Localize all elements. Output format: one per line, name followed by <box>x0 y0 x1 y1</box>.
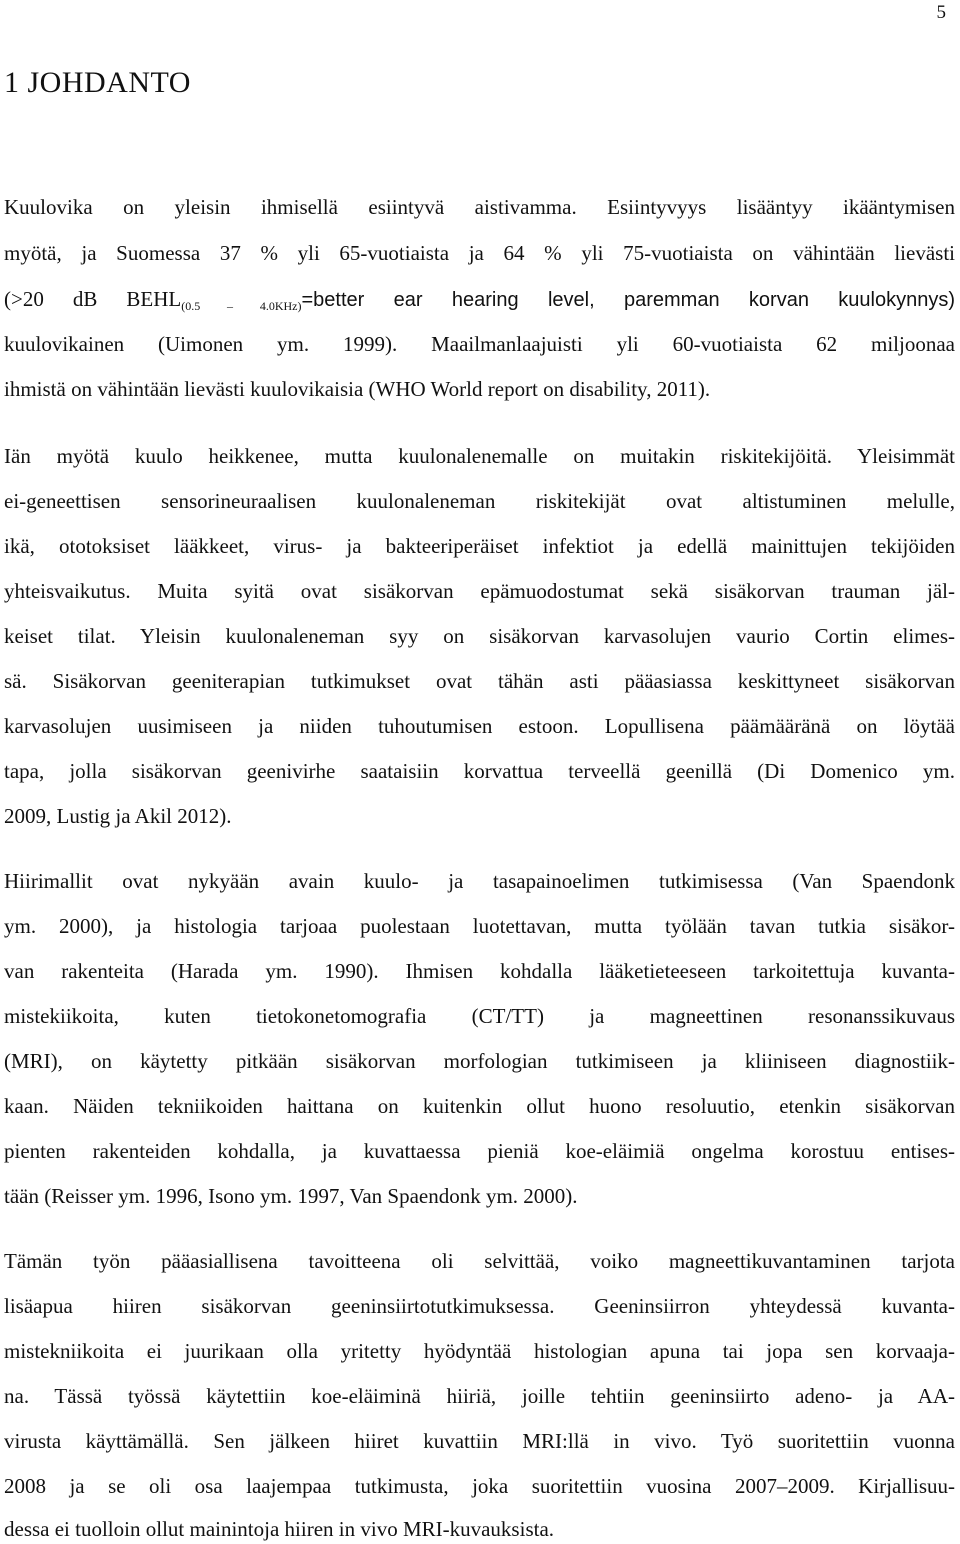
chapter-heading: 1 JOHDANTO <box>4 66 191 99</box>
text-line: ym. 2000), ja histologia tarjoaa puolestaan luotettavan, mutta työlään tavan tutkia sisäkor- <box>4 914 955 938</box>
text-line: yhteisvaikutus. Muita syitä ovat sisäkorvan epämuodostumat sekä sisäkorvan trauman jäl- <box>4 579 955 603</box>
text-line: lisäapua hiiren sisäkorvan geeninsiirtotutkimuksessa. Geeninsiirron yhteydessä kuvanta- <box>4 1294 955 1318</box>
text-line: (MRI), on käytetty pitkään sisäkorvan morfologian tutkimiseen ja kliiniseen diagnostiik- <box>4 1049 955 1073</box>
text-line: Hiirimallit ovat nykyään avain kuulo- ja tasapainoelimen tutkimisessa (Van Spaendonk <box>4 869 955 893</box>
text-line: mistekiikoita, kuten tietokonetomografia (CT/TT) ja magneettinen resonanssikuvaus <box>4 1004 955 1028</box>
text-line: sä. Sisäkorvan geeniterapian tutkimukset ovat tähän asti pääasiassa keskittyneet sisäkorvan <box>4 669 955 693</box>
text-line: pienten rakenteiden kohdalla, ja kuvattaessa pieniä koe-eläimiä ongelma korostuu entises- <box>4 1139 955 1163</box>
hearing-level-definition: =better ear hearing level, paremman korvan kuulokynnys) <box>301 289 955 311</box>
text-line: Iän myötä kuulo heikkenee, mutta kuulonalenemalle on muitakin riskitekijöitä. Yleisimmät <box>4 444 955 468</box>
text-line: na. Tässä työssä käytettiin koe-eläiminä hiiriä, joille tehtiin geeninsiirto adeno- ja AA- <box>4 1384 955 1408</box>
text-line: virusta käyttämällä. Sen jälkeen hiiret kuvattiin MRI:llä in vivo. Työ suoritettiin vuonna <box>4 1429 955 1453</box>
text-line: 2009, Lustig ja Akil 2012). <box>4 804 232 828</box>
text-line: tapa, jolla sisäkorvan geenivirhe saataisiin korvattua terveellä geenillä (Di Domenico ym. <box>4 759 955 783</box>
text-line <box>4 284 955 314</box>
text-line: karvasolujen uusimiseen ja niiden tuhoutumisen estoon. Lopullisena päämääränä on löytää <box>4 714 955 738</box>
text-line: kaan. Näiden tekniikoiden haittana on kuitenkin ollut huono resoluutio, etenkin sisäkorvan <box>4 1094 955 1118</box>
text-line: ei-geneettisen sensorineuraalisen kuulonaleneman riskitekijät ovat altistuminen melulle, <box>4 489 955 513</box>
text-line: ikä, ototoksiset lääkkeet, virus- ja bakteeriperäiset infektiot ja edellä mainittujen tekijöiden <box>4 534 955 558</box>
text-line: kuulovikainen (Uimonen ym. 1999). Maailmanlaajuisti yli 60-vuotiaista 62 miljoonaa <box>4 332 955 356</box>
text-line: ihmistä on vähintään lievästi kuulovikaisia (WHO World report on disability, 2011). <box>4 377 711 401</box>
text-line: dessa ei tuolloin ollut mainintoja hiiren in vivo MRI-kuvauksista. <box>4 1517 555 1541</box>
text-line: mistekniikoita ei juurikaan olla yritetty hyödyntää histologian apuna tai jopa sen korvaaja- <box>4 1339 955 1363</box>
text-line: myötä, ja Suomessa 37 % yli 65-vuotiaista ja 64 % yli 75-vuotiaista on vähintään lievästi <box>4 241 955 265</box>
frequency-range-subscript: (0.5 – 4.0KHz) <box>181 299 302 313</box>
text-line: Tämän työn pääasiallisena tavoitteena oli selvittää, voiko magneettikuvantaminen tarjota <box>4 1249 955 1273</box>
page-number: 5 <box>936 2 946 23</box>
text-line: keiset tilat. Yleisin kuulonaleneman syy on sisäkorvan karvasolujen vaurio Cortin elimes- <box>4 624 955 648</box>
text-line: 2008 ja se oli osa laajempaa tutkimusta, joka suoritettiin vuosina 2007–2009. Kirjallisuu- <box>4 1474 955 1498</box>
text-line: Kuulovika on yleisin ihmisellä esiintyvä aistivamma. Esiintyvyys lisääntyy ikääntymisen <box>4 195 955 219</box>
hearing-level-abbreviation: (>20 dB BEHL <box>4 287 182 311</box>
text-line: van rakenteita (Harada ym. 1990). Ihmisen kohdalla lääketieteeseen tarkoitettuja kuvanta- <box>4 959 955 983</box>
text-line: tään (Reisser ym. 1996, Isono ym. 1997, Van Spaendonk ym. 2000). <box>4 1184 578 1208</box>
